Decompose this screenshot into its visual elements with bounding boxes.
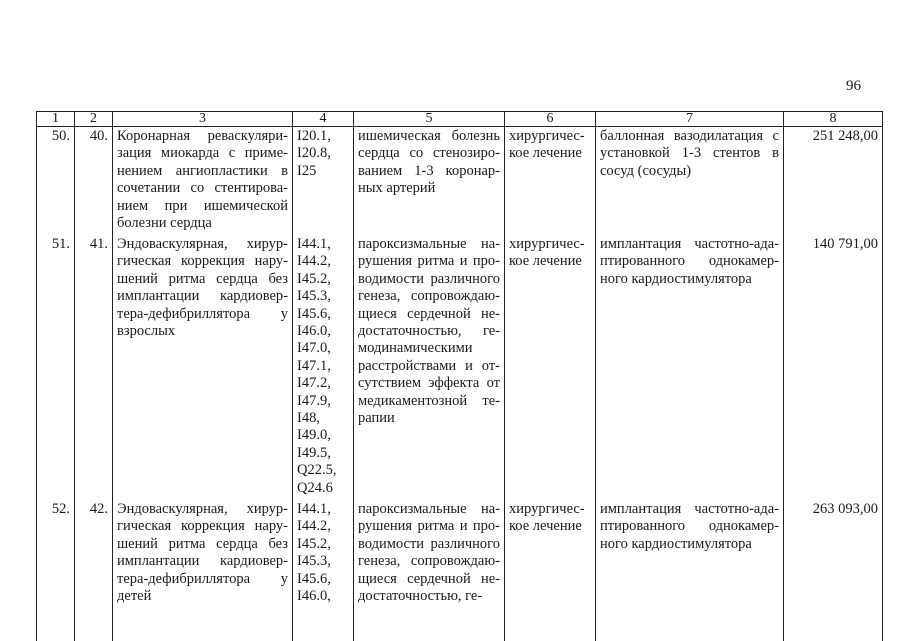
icd-codes-cell	[293, 127, 354, 236]
cell-line: гическая коррекция нару-	[117, 518, 288, 535]
cell-line: сутствием эффекта от	[358, 375, 500, 392]
cell-line: ного кардиостимулятора	[600, 270, 752, 287]
page-number: 96	[846, 78, 861, 94]
treatment-type-cell	[505, 235, 596, 500]
cell-line: имплантации кардиовер-	[117, 553, 288, 570]
treatment-type-cell	[505, 500, 596, 641]
table-row	[37, 127, 883, 236]
cell-line: Q22.5,	[297, 462, 337, 479]
cell-line: хирургичес-	[509, 128, 585, 144]
cell-line: детей	[117, 588, 152, 605]
cell-line: I44.2,	[297, 518, 331, 535]
row-number-cell: 52.	[37, 500, 75, 641]
procedures-table	[36, 111, 883, 641]
cell-line: шений ритма сердца без	[117, 270, 288, 287]
cell-line: Эндоваскулярная, хирур-	[117, 236, 288, 252]
icd-codes-cell	[293, 500, 354, 641]
treatment-type-cell	[505, 127, 596, 236]
condition-cell	[354, 235, 505, 500]
item-number-cell: 42.	[75, 500, 113, 641]
cell-line: I47.1,	[297, 357, 331, 374]
cell-line: нением ангиопластики в	[117, 162, 288, 179]
cell-line: рушения ритма и про-	[358, 518, 500, 535]
table-row	[37, 500, 883, 641]
cell-line: шений ритма сердца без	[117, 535, 288, 552]
cell-line: Q24.6	[297, 479, 333, 496]
cell-line: нием при ишемической	[117, 197, 288, 214]
cell-line: медикаментозной те-	[358, 392, 500, 409]
cell-line: кое лечение	[509, 253, 582, 270]
cell-line: достаточностью, ге-	[358, 588, 483, 605]
procedure-name-cell	[113, 127, 293, 236]
icd-codes-cell	[293, 235, 354, 500]
cost-cell: 140 791,00	[784, 235, 883, 500]
header-cell-8: 8	[784, 112, 883, 127]
cell-line: генеза, сопровождаю-	[358, 288, 500, 305]
cell-line: I20.8,	[297, 145, 331, 162]
cell-line: сосуд (сосуды)	[600, 162, 692, 179]
cost-cell: 263 093,00	[784, 500, 883, 641]
condition-cell	[354, 127, 505, 236]
cell-line: I49.0,	[297, 427, 331, 444]
cell-line: кое лечение	[509, 518, 582, 535]
cell-line: пароксизмальные на-	[358, 501, 500, 517]
cell-line: Коронарная реваскуляри-	[117, 128, 288, 144]
cell-line: I25	[297, 162, 317, 179]
cell-line: имплантация частотно-ада-	[600, 501, 779, 517]
header-cell-4: 4	[293, 112, 354, 127]
header-cell-5: 5	[354, 112, 505, 127]
cell-line: щиеся сердечной не-	[358, 570, 500, 587]
cell-line: кое лечение	[509, 145, 582, 162]
cell-line: I45.6,	[297, 305, 331, 322]
header-cell-7: 7	[596, 112, 784, 127]
cell-line: хирургичес-	[509, 236, 585, 252]
cell-line: I47.0,	[297, 340, 331, 357]
header-cell-1: 1	[37, 112, 75, 127]
cell-line: водимости различного	[358, 270, 500, 287]
cell-line: ных артерий	[358, 180, 436, 197]
cell-line: ванием 1-3 коронар-	[358, 162, 500, 179]
cell-line: сочетании со стентирова-	[117, 180, 288, 197]
method-cell	[596, 235, 784, 500]
cell-line: Эндоваскулярная, хирур-	[117, 501, 288, 517]
cell-line: генеза, сопровождаю-	[358, 553, 500, 570]
cell-line: щиеся сердечной не-	[358, 305, 500, 322]
table-header-row	[37, 112, 883, 127]
item-number-cell: 40.	[75, 127, 113, 236]
cell-line: взрослых	[117, 323, 176, 340]
cell-line: имплантации кардиовер-	[117, 288, 288, 305]
cell-line: I47.9,	[297, 392, 331, 409]
procedure-name-cell	[113, 500, 293, 641]
cell-line: хирургичес-	[509, 501, 585, 517]
cell-line: установкой 1-3 стентов в	[600, 145, 779, 162]
cell-line: рушения ритма и про-	[358, 253, 500, 270]
cell-line: сердца со стенозиро-	[358, 145, 500, 162]
cell-line: модинамическими	[358, 340, 473, 357]
cell-line: зация миокарда с приме-	[117, 145, 288, 162]
cell-line: I45.3,	[297, 288, 331, 305]
cell-line: I48,	[297, 410, 320, 427]
cell-line: I44.1,	[297, 236, 331, 252]
cell-line: I45.2,	[297, 270, 331, 287]
cell-line: I46.0,	[297, 588, 331, 605]
cell-line: баллонная вазодилатация с	[600, 128, 779, 144]
cell-line: I20.1,	[297, 128, 331, 144]
cell-line: ного кардиостимулятора	[600, 535, 752, 552]
procedure-name-cell	[113, 235, 293, 500]
header-cell-3: 3	[113, 112, 293, 127]
cell-line: I44.2,	[297, 253, 331, 270]
cell-line: тера-дефибриллятора у	[117, 570, 288, 587]
cell-line: I44.1,	[297, 501, 331, 517]
cell-line: расстройствами и от-	[358, 357, 500, 374]
cell-line: пароксизмальные на-	[358, 236, 500, 252]
cell-line: достаточностью, ге-	[358, 323, 500, 340]
cell-line: рапии	[358, 410, 395, 427]
cell-line: I47.2,	[297, 375, 331, 392]
cell-line: птированного однокамер-	[600, 253, 779, 270]
method-cell	[596, 127, 784, 236]
cell-line: I46.0,	[297, 323, 331, 340]
row-number-cell: 51.	[37, 235, 75, 500]
cell-line: гическая коррекция нару-	[117, 253, 288, 270]
cost-cell: 251 248,00	[784, 127, 883, 236]
header-cell-2: 2	[75, 112, 113, 127]
cell-line: ишемическая болезнь	[358, 128, 500, 144]
header-cell-6: 6	[505, 112, 596, 127]
method-cell	[596, 500, 784, 641]
row-number-cell: 50.	[37, 127, 75, 236]
condition-cell	[354, 500, 505, 641]
item-number-cell: 41.	[75, 235, 113, 500]
cell-line: водимости различного	[358, 535, 500, 552]
cell-line: I45.6,	[297, 570, 331, 587]
cell-line: тера-дефибриллятора у	[117, 305, 288, 322]
cell-line: болезни сердца	[117, 215, 212, 232]
cell-line: I45.2,	[297, 535, 331, 552]
cell-line: I49.5,	[297, 444, 331, 461]
cell-line: птированного однокамер-	[600, 518, 779, 535]
table-row	[37, 235, 883, 500]
cell-line: имплантация частотно-ада-	[600, 236, 779, 252]
cell-line: I45.3,	[297, 553, 331, 570]
